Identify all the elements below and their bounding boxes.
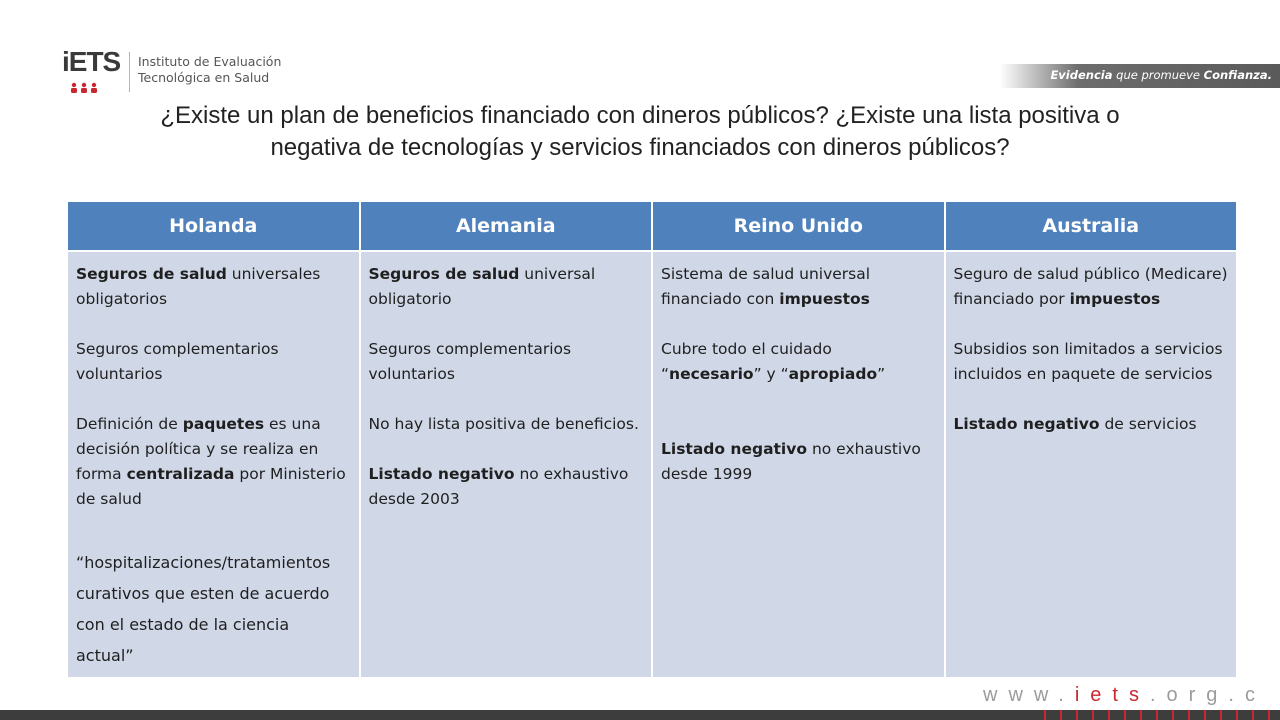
cell-australia: [946, 252, 1237, 677]
australia-p1-bold: impuestos: [1069, 290, 1161, 308]
reino-unido-p2-a: Cubre todo el cuidado “: [661, 340, 832, 383]
logo-text: [138, 54, 281, 86]
holanda-p3-a: Definición de: [76, 415, 183, 433]
holanda-definicion: [76, 412, 351, 512]
reino-unido-listado-negativo: [661, 437, 936, 487]
logo-divider: [129, 52, 130, 92]
slide-title-line-2: negativa de tecnologías y servicios financiados con dineros públicos?: [270, 134, 1010, 161]
table-row: [68, 252, 1236, 677]
header-reino-unido: Reino Unido: [653, 202, 944, 250]
australia-p3-text: de servicios: [1099, 415, 1197, 433]
logo-people-icon: [70, 82, 110, 94]
slide-title: [80, 100, 1200, 164]
tagline-evidencia: Evidencia: [1050, 68, 1113, 82]
reino-unido-p3-text: no exhaustivo desde 1999: [661, 440, 921, 483]
reino-unido-cubre: [661, 337, 936, 387]
reino-unido-p1-bold: impuestos: [779, 290, 870, 308]
header-holanda: Holanda: [68, 202, 359, 250]
reino-unido-p1-text: Sistema de salud universal financiado con: [661, 265, 871, 308]
table-header-row: [68, 202, 1236, 250]
alemania-p1-bold: Seguros de salud: [368, 265, 520, 283]
alemania-p4-bold: Listado negativo: [368, 465, 515, 483]
logo-line-2: Tecnológica en Salud: [138, 70, 270, 85]
holanda-p3-c: es una decisión política y se realiza en forma: [76, 415, 321, 483]
holanda-p3-e: por Ministerio de salud: [76, 465, 346, 508]
australia-seguro: [954, 262, 1229, 312]
holanda-p3-centralizada: centralizada: [126, 465, 235, 483]
australia-p1-text: Seguro de salud público (Medicare) financiado por: [953, 265, 1228, 308]
alemania-listado-negativo: [369, 462, 644, 512]
footer-accent: [1030, 710, 1280, 720]
reino-unido-p2-necesario: necesario: [669, 365, 754, 383]
tagline-confianza: Confianza.: [1203, 68, 1272, 82]
holanda-p3-paquetes: paquetes: [182, 415, 265, 433]
cell-reino-unido: [653, 252, 944, 677]
tagline-middle: que promueve: [1112, 68, 1204, 82]
reino-unido-p2-apropiado: apropiado: [788, 365, 878, 383]
holanda-quote: “hospitalizaciones/tratamientos curativos que esten de acuerdo con el estado de la ciencia actual”: [76, 553, 331, 665]
url-suffix: .org.c: [1149, 684, 1266, 706]
reino-unido-sistema: [661, 262, 936, 312]
holanda-p1-bold: Seguros de salud: [76, 265, 227, 283]
header-alemania: Alemania: [361, 202, 652, 250]
alemania-lista-positiva: No hay lista positiva de beneficios.: [368, 415, 639, 433]
tagline: [1050, 68, 1272, 82]
tagline-bar: [1000, 64, 1280, 88]
reino-unido-p2-c: ” y “: [753, 365, 789, 383]
australia-subsidios: Subsidios son limitados a servicios incluidos en paquete de servicios: [953, 340, 1223, 383]
website-url: [983, 684, 1266, 707]
holanda-p1-text: universales obligatorios: [76, 265, 321, 308]
reino-unido-p2-e: ”: [877, 365, 886, 383]
iets-logo-mark: [58, 46, 121, 98]
url-prefix: www.: [983, 684, 1075, 706]
logo-letters: iETS: [62, 46, 121, 77]
slide-title-line-1: ¿Existe un plan de beneficios financiado con dineros públicos? ¿Existe una lista positiva o: [160, 102, 1120, 129]
cell-alemania: [361, 252, 652, 677]
url-iets: iets: [1074, 684, 1150, 706]
alemania-complementarios: Seguros complementarios voluntarios: [368, 340, 572, 383]
header-australia: Australia: [946, 202, 1237, 250]
reino-unido-p3-bold: Listado negativo: [661, 440, 808, 458]
australia-p3-bold: Listado negativo: [953, 415, 1100, 433]
holanda-seguros-salud: [76, 262, 351, 312]
australia-listado-negativo: [954, 412, 1229, 437]
alemania-p4-text: no exhaustivo desde 2003: [368, 465, 629, 508]
alemania-p1-text: universal obligatorio: [368, 265, 596, 308]
comparison-table: [66, 200, 1238, 679]
logo-line-1: Instituto de Evaluación: [138, 54, 282, 69]
alemania-seguros-salud: [369, 262, 644, 312]
holanda-complementarios: Seguros complementarios voluntarios: [76, 340, 279, 383]
cell-holanda: [68, 252, 359, 677]
